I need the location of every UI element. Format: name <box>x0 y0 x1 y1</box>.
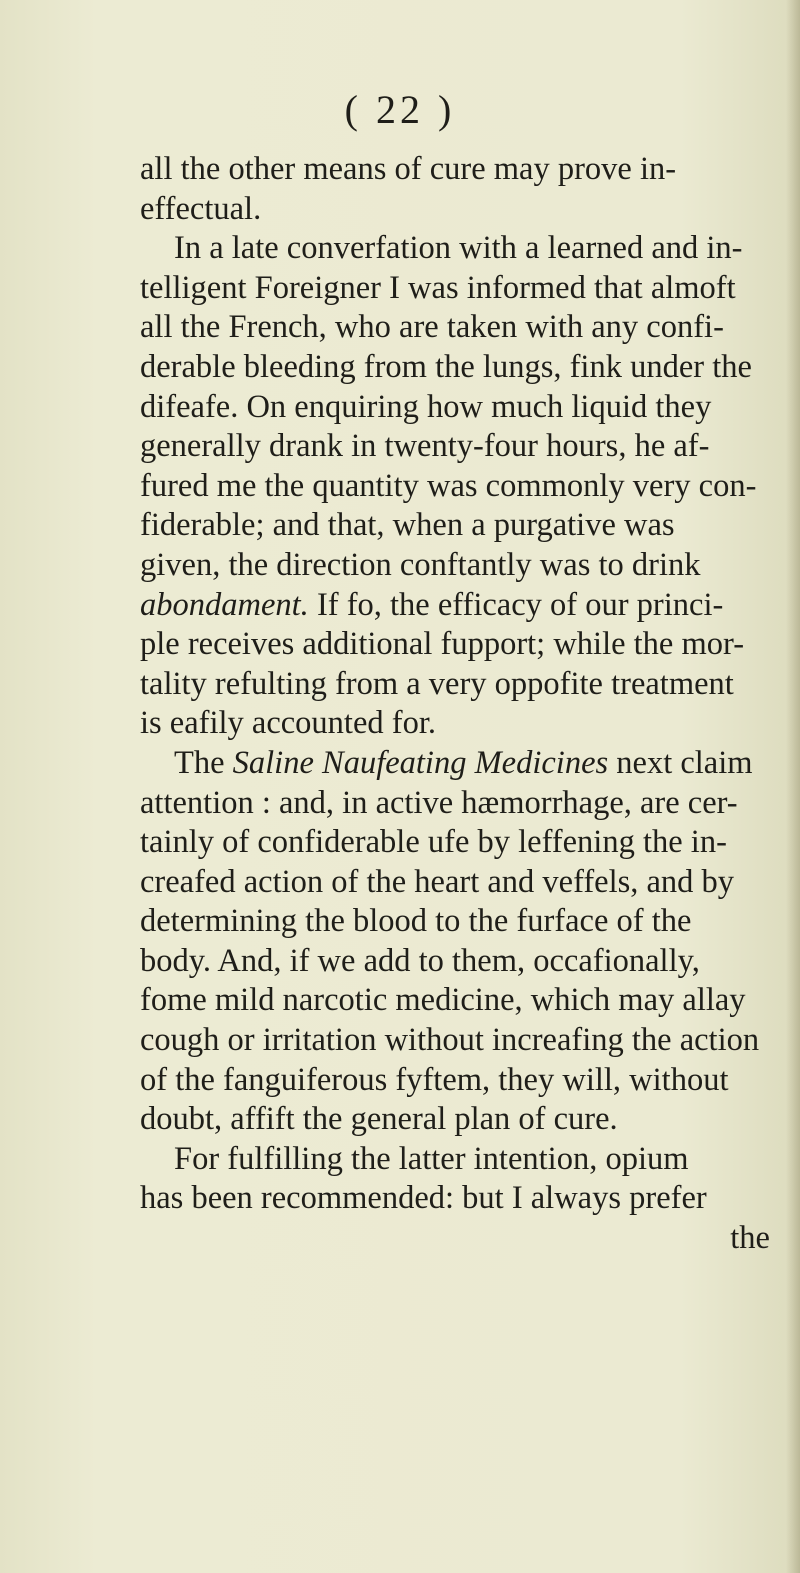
italic-run: abondament. <box>140 586 309 623</box>
page-number: ( 22 ) <box>344 87 456 132</box>
text-run: The <box>174 744 233 781</box>
text-line: body. And, if we add to them, occafionally, <box>140 942 700 979</box>
text-line: difeafe. On enquiring how much liquid they <box>140 388 712 425</box>
text-line: determining the blood to the furface of the <box>140 903 692 940</box>
text-line: derable bleeding from the lungs, fink under the <box>140 348 752 385</box>
text-line: fiderable; and that, when a purgative was <box>140 507 675 544</box>
page-edge-shadow <box>786 0 800 1573</box>
italic-run: Saline Naufeating Medicines <box>232 744 609 781</box>
text-line: creafed action of the heart and veffels, and by <box>140 863 735 900</box>
text-line: tality refulting from a very oppofite treatment <box>140 665 734 702</box>
text-line: fured me the quantity was commonly very con- <box>140 467 757 504</box>
text-line <box>140 586 785 626</box>
text-line: fome mild narcotic medicine, which may allay <box>140 982 746 1019</box>
text-line: doubt, affift the general plan of cure. <box>140 1101 618 1138</box>
text-line: telligent Foreigner I was informed that almoft <box>140 269 736 306</box>
text-line: all the French, who are taken with any confi- <box>140 309 724 346</box>
text-line: has been recommended: but I always prefer <box>140 1180 707 1217</box>
text-line: attention : and, in active hæmorrhage, are cer- <box>140 784 738 821</box>
body-text <box>140 150 785 1259</box>
text-run: If fo, the efficacy of our princi- <box>308 586 724 623</box>
text-line: is eafily accounted for. <box>140 705 436 742</box>
text-line: all the other means of cure may prove in- <box>140 151 677 187</box>
text-line: ple receives additional fupport; while the mor- <box>140 626 745 663</box>
text-run: next claim <box>608 744 753 781</box>
text-line: For fulfilling the latter intention, opium <box>174 1140 689 1177</box>
text-line: tainly of confiderable ufe by leffening the in- <box>140 824 727 861</box>
text-line: cough or irritation without increafing the action <box>140 1022 760 1059</box>
text-line: generally drank in twenty-four hours, he af- <box>140 428 710 465</box>
text-line: of the fanguiferous fyftem, they will, without <box>140 1061 729 1098</box>
text-line: effectual. <box>140 190 262 227</box>
text-line <box>140 744 785 784</box>
text-line: given, the direction conftantly was to drink <box>140 546 701 583</box>
text-line: In a late converfation with a learned and in- <box>174 230 743 267</box>
catchword: the <box>730 1220 770 1257</box>
